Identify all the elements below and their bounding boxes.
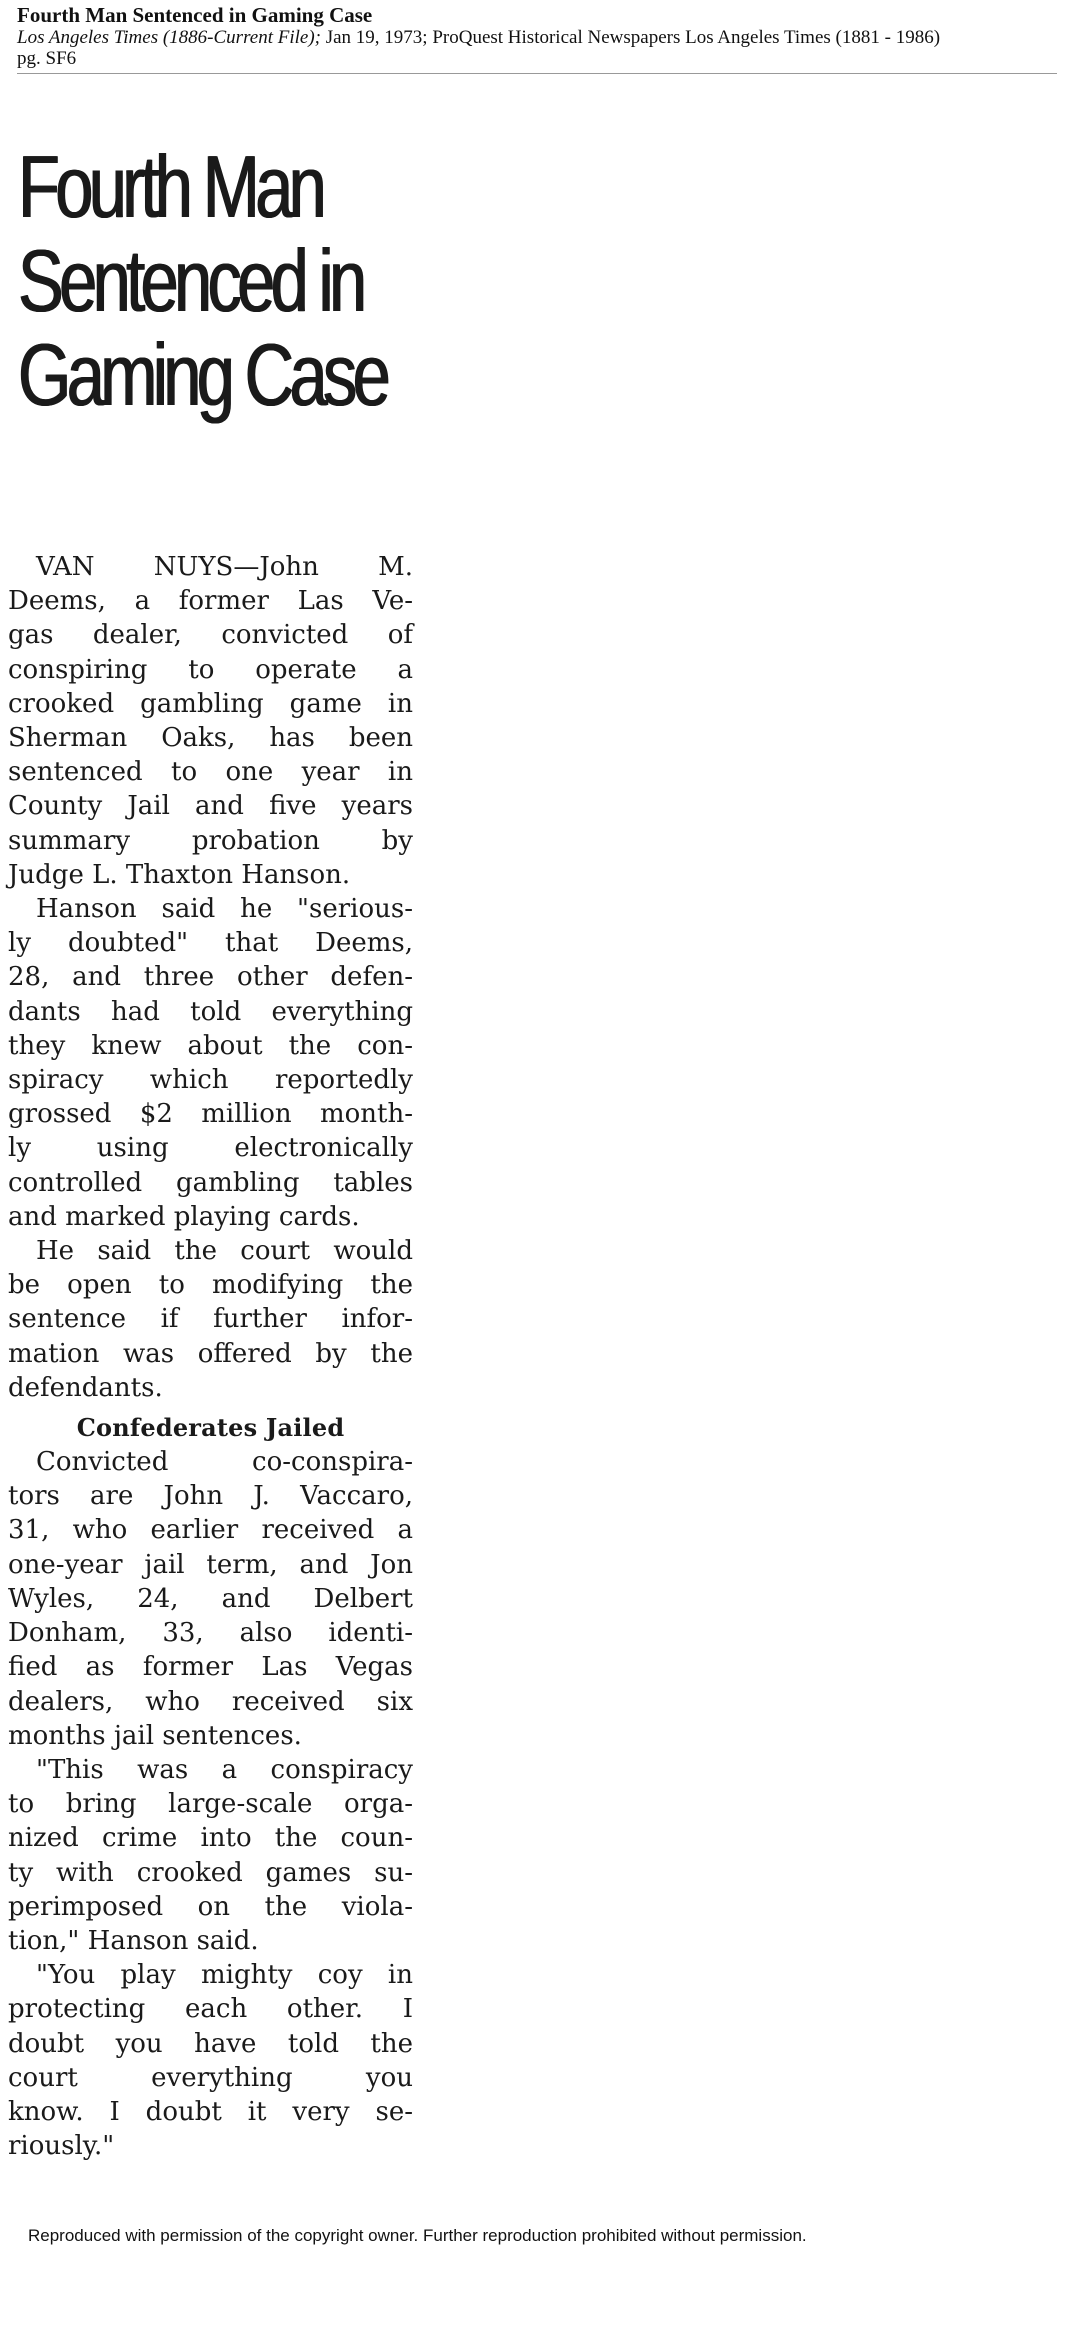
article-clipping xyxy=(8,137,413,2163)
paragraph-5 xyxy=(8,1753,413,1958)
citation-title: Fourth Man Sentenced in Gaming Case xyxy=(17,3,373,27)
text-line: summary probation by xyxy=(8,825,413,856)
text-line: they knew about the con- xyxy=(8,1030,413,1061)
text-line: He said the court would xyxy=(36,1236,413,1267)
text-line: defendants. xyxy=(8,1372,163,1403)
citation-source-line xyxy=(17,27,1057,48)
text-line: controlled gambling tables xyxy=(8,1167,413,1198)
text-line: VAN NUYS—John M. xyxy=(36,552,413,582)
text-line: dants had told everything xyxy=(8,996,413,1027)
text-line: perimposed on the viola- xyxy=(8,1891,413,1922)
text-line: Deems, a former Las Ve- xyxy=(8,586,413,617)
headline-line: Fourth Man xyxy=(18,137,323,236)
text-line: doubt you have told the xyxy=(8,2028,413,2059)
text-line: ly doubted" that Deems, xyxy=(8,928,413,959)
text-line: tion," Hanson said. xyxy=(8,1925,259,1956)
text-line: County Jail and five years xyxy=(8,791,413,822)
text-line: protecting each other. I xyxy=(8,1994,413,2025)
text-line: tors are John J. Vaccaro, xyxy=(8,1481,413,1512)
article-subhead: Confederates Jailed xyxy=(76,1413,345,1443)
text-line: "This was a conspiracy xyxy=(36,1754,413,1785)
text-line: gas dealer, convicted of xyxy=(8,620,413,651)
paragraph-3 xyxy=(8,1234,413,1405)
article-body xyxy=(8,550,413,2163)
citation-page: pg. SF6 xyxy=(17,48,77,69)
text-line: riously." xyxy=(8,2131,115,2162)
paragraph-6 xyxy=(8,1958,413,2163)
text-line: mation was offered by the xyxy=(8,1338,413,1369)
text-line: dealers, who received six xyxy=(8,1686,413,1717)
text-line: crooked gambling game in xyxy=(8,688,413,719)
text-line: ty with crooked games su- xyxy=(8,1857,413,1888)
text-line: conspiring to operate a xyxy=(8,654,413,685)
copyright-notice: Reproduced with permission of the copyright owner. Further reproduction prohibited without permission. xyxy=(28,2226,807,2245)
header-divider xyxy=(17,73,1057,74)
text-line: ly using electronically xyxy=(8,1133,413,1164)
paragraph-1 xyxy=(8,550,413,892)
text-line: Wyles, 24, and Delbert xyxy=(8,1583,413,1614)
citation-source: Los Angeles Times (1886-Current File); xyxy=(17,27,321,48)
text-line: spiracy which reportedly xyxy=(8,1065,413,1096)
text-line: sentenced to one year in xyxy=(8,757,413,788)
text-line: grossed $2 million month- xyxy=(8,1099,413,1130)
text-line: Hanson said he "serious- xyxy=(36,894,413,925)
headline-line: Gaming Case xyxy=(18,325,387,424)
text-line: be open to modifying the xyxy=(8,1270,413,1301)
text-line: nized crime into the coun- xyxy=(8,1823,413,1854)
text-line: 31, who earlier received a xyxy=(8,1515,413,1546)
headline-line: Sentenced in xyxy=(18,231,363,330)
text-line: 28, and three other defen- xyxy=(8,962,413,993)
text-line: know. I doubt it very se- xyxy=(8,2096,413,2127)
text-line: court everything you xyxy=(8,2062,413,2093)
text-line: Judge L. Thaxton Hanson. xyxy=(8,859,351,890)
text-line: sentence if further infor- xyxy=(8,1304,413,1335)
citation-header xyxy=(17,4,1057,69)
article-headline xyxy=(18,137,424,536)
paragraph-4 xyxy=(8,1445,413,1753)
text-line: months jail sentences. xyxy=(8,1720,302,1751)
text-line: fied as former Las Vegas xyxy=(8,1652,413,1683)
text-line: "You play mighty coy in xyxy=(36,1960,413,1991)
text-line: one-year jail term, and Jon xyxy=(8,1549,413,1580)
text-line: Convicted co-conspira- xyxy=(36,1447,413,1478)
citation-details: Jan 19, 1973; ProQuest Historical Newspapers Los Angeles Times (1881 - 1986) xyxy=(320,27,941,48)
paragraph-2 xyxy=(8,892,413,1234)
text-line: Donham, 33, also identi- xyxy=(8,1618,413,1649)
text-line: and marked playing cards. xyxy=(8,1201,360,1232)
text-line: to bring large-scale orga- xyxy=(8,1789,413,1820)
text-line: Sherman Oaks, has been xyxy=(8,723,413,754)
